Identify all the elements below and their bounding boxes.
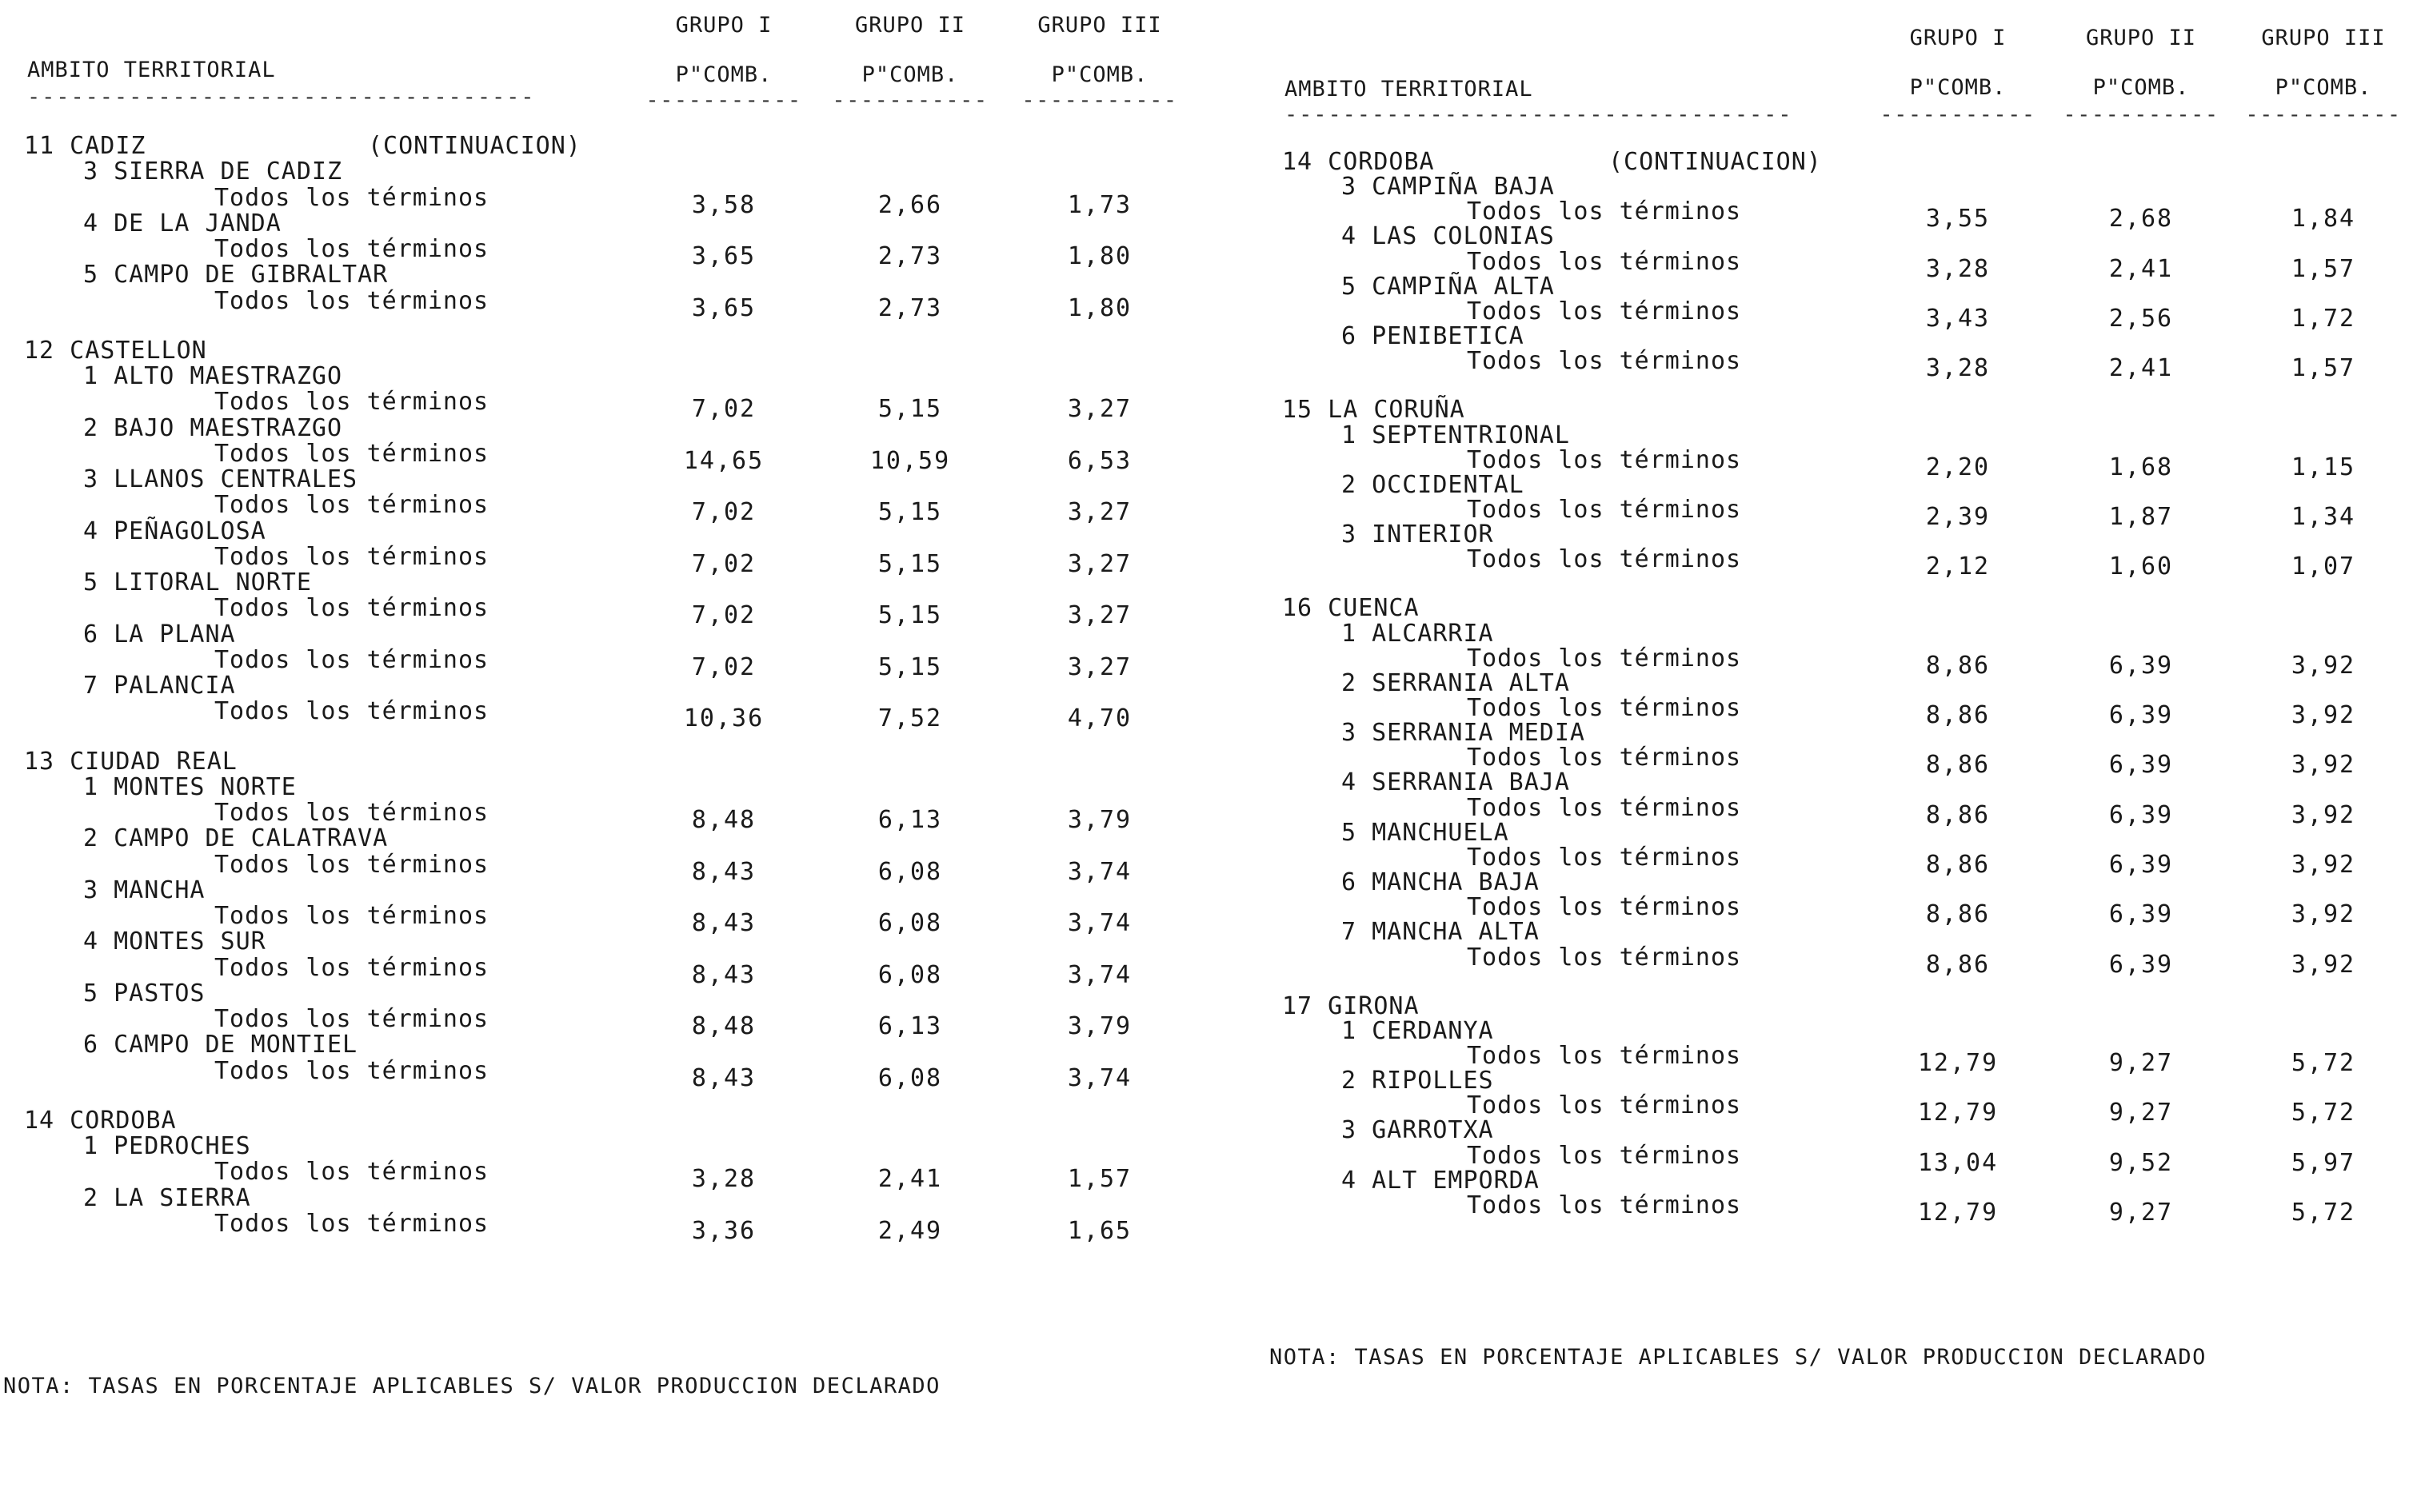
- ambito-underline: -----------------------------------: [27, 85, 536, 110]
- ambito-underline: -----------------------------------: [1284, 102, 1793, 127]
- rate-value: 10,36: [683, 704, 765, 733]
- term-label: Todos los términos: [1467, 793, 1742, 822]
- rate-value: 14,65: [683, 446, 765, 475]
- term-label: Todos los términos: [1467, 893, 1742, 922]
- rate-value: 2,73: [877, 293, 943, 322]
- term-label: Todos los términos: [1467, 1191, 1742, 1219]
- province-name: 14 CORDOBA: [24, 1106, 177, 1135]
- rate-value: 1,72: [2291, 304, 2356, 333]
- grupo-header: GRUPO II: [2085, 26, 2197, 50]
- rate-value: 5,15: [877, 395, 943, 424]
- term-label: Todos los términos: [214, 286, 489, 315]
- rate-value: 6,53: [1067, 446, 1133, 475]
- area-label: 3 SIERRA DE CADIZ: [83, 158, 343, 186]
- grupo-header: GRUPO III: [1037, 13, 1162, 38]
- province-name: 13 CIUDAD REAL: [24, 747, 238, 776]
- rate-value: 1,07: [2291, 553, 2356, 581]
- rate-value: 2,41: [2108, 354, 2174, 383]
- rate-value: 3,27: [1067, 498, 1133, 527]
- term-label: Todos los términos: [1467, 943, 1742, 971]
- term-label: Todos los términos: [1467, 495, 1742, 524]
- rate-value: 8,86: [1925, 701, 1991, 729]
- area-label: 5 CAMPO DE GIBRALTAR: [83, 261, 389, 289]
- term-label: Todos los términos: [214, 902, 489, 930]
- area-label: 2 SERRANIA ALTA: [1341, 668, 1570, 697]
- rate-value: 2,56: [2108, 304, 2174, 333]
- rate-value: 4,70: [1067, 704, 1133, 733]
- rate-value: 3,65: [691, 293, 757, 322]
- term-label: Todos los términos: [214, 799, 489, 827]
- nota-footnote: NOTA: TASAS EN PORCENTAJE APLICABLES S/ VALOR PRODUCCION DECLARADO: [3, 1374, 941, 1398]
- rate-value: 3,92: [2291, 651, 2356, 680]
- term-label: Todos los términos: [214, 388, 489, 417]
- rate-value: 1,15: [2291, 453, 2356, 481]
- rate-value: 3,28: [691, 1165, 757, 1194]
- pcomb-header: P"COMB.: [2275, 75, 2372, 100]
- area-label: 3 INTERIOR: [1341, 521, 1494, 549]
- area-label: 1 CERDANYA: [1341, 1016, 1494, 1045]
- rate-value: 3,74: [1067, 909, 1133, 937]
- rate-value: 6,08: [877, 857, 943, 886]
- area-label: 2 BAJO MAESTRAZGO: [83, 413, 343, 442]
- area-label: 6 LA PLANA: [83, 620, 236, 648]
- rate-value: 8,86: [1925, 651, 1991, 680]
- rate-value: 1,80: [1067, 293, 1133, 322]
- pcomb-underline: -----------: [1021, 88, 1178, 113]
- continuation-note: (CONTINUACION): [368, 132, 581, 160]
- rate-value: 12,79: [1917, 1099, 1999, 1127]
- province-name: 16 CUENCA: [1282, 594, 1420, 623]
- rate-value: 1,57: [2291, 254, 2356, 283]
- rate-value: 7,52: [877, 704, 943, 733]
- ambito-territorial-header: AMBITO TERRITORIAL: [1284, 77, 1533, 102]
- pcomb-underline: -----------: [2245, 102, 2402, 127]
- rate-value: 3,27: [1067, 652, 1133, 681]
- rate-value: 3,92: [2291, 800, 2356, 829]
- rate-value: 7,02: [691, 652, 757, 681]
- rate-value: 1,73: [1067, 190, 1133, 219]
- grupo-header: GRUPO III: [2261, 26, 2386, 50]
- area-label: 6 MANCHA BAJA: [1341, 868, 1540, 897]
- term-label: Todos los términos: [214, 850, 489, 879]
- grupo-header: GRUPO II: [854, 13, 966, 38]
- pcomb-header: P"COMB.: [861, 62, 959, 87]
- pcomb-header: P"COMB.: [675, 62, 773, 87]
- rate-value: 9,27: [2108, 1099, 2174, 1127]
- left-table-panel: [0, 0, 1208, 1512]
- area-label: 4 LAS COLONIAS: [1341, 222, 1555, 251]
- term-label: Todos los términos: [214, 1005, 489, 1033]
- rate-value: 3,74: [1067, 1063, 1133, 1092]
- area-label: 3 SERRANIA MEDIA: [1341, 719, 1585, 748]
- rate-value: 2,20: [1925, 453, 1991, 481]
- rate-value: 5,72: [2291, 1099, 2356, 1127]
- term-label: Todos los términos: [214, 491, 489, 520]
- rate-value: 6,39: [2108, 651, 2174, 680]
- term-label: Todos los términos: [1467, 545, 1742, 574]
- rate-value: 1,65: [1067, 1216, 1133, 1245]
- area-label: 6 PENIBETICA: [1341, 322, 1524, 351]
- rate-value: 6,39: [2108, 900, 2174, 929]
- rate-value: 7,02: [691, 395, 757, 424]
- rate-value: 3,74: [1067, 857, 1133, 886]
- pcomb-header: P"COMB.: [1909, 75, 2007, 100]
- rate-value: 3,43: [1925, 304, 1991, 333]
- rate-value: 2,49: [877, 1216, 943, 1245]
- rate-value: 5,15: [877, 498, 943, 527]
- area-label: 3 MANCHA: [83, 876, 206, 904]
- rate-value: 9,27: [2108, 1048, 2174, 1077]
- term-label: Todos los términos: [1467, 694, 1742, 722]
- area-label: 7 PALANCIA: [83, 672, 236, 700]
- rate-value: 2,68: [2108, 205, 2174, 233]
- rate-value: 6,08: [877, 909, 943, 937]
- rate-value: 3,28: [1925, 254, 1991, 283]
- area-label: 3 GARROTXA: [1341, 1116, 1494, 1145]
- province-name: 17 GIRONA: [1282, 991, 1420, 1020]
- rate-value: 2,12: [1925, 553, 1991, 581]
- area-label: 5 LITORAL NORTE: [83, 568, 312, 596]
- rate-value: 6,39: [2108, 701, 2174, 729]
- area-label: 2 OCCIDENTAL: [1341, 470, 1524, 499]
- rate-value: 3,36: [691, 1216, 757, 1245]
- area-label: 5 PASTOS: [83, 979, 206, 1007]
- area-label: 2 LA SIERRA: [83, 1183, 251, 1212]
- term-label: Todos los términos: [214, 1056, 489, 1085]
- area-label: 3 CAMPIÑA BAJA: [1341, 173, 1555, 201]
- rate-value: 8,48: [691, 1012, 757, 1040]
- rate-value: 3,74: [1067, 960, 1133, 989]
- term-label: Todos los términos: [214, 183, 489, 212]
- pcomb-underline: -----------: [1880, 102, 2036, 127]
- continuation-note: (CONTINUACION): [1608, 148, 1822, 176]
- rate-value: 8,43: [691, 909, 757, 937]
- term-label: Todos los términos: [1467, 1041, 1742, 1070]
- rate-value: 3,27: [1067, 395, 1133, 424]
- area-label: 1 ALTO MAESTRAZGO: [83, 362, 343, 390]
- rate-value: 3,55: [1925, 205, 1991, 233]
- rate-value: 13,04: [1917, 1148, 1999, 1177]
- rate-value: 1,68: [2108, 453, 2174, 481]
- right-table-panel: [1208, 0, 2417, 1512]
- area-label: 4 MONTES SUR: [83, 928, 266, 956]
- rate-value: 3,58: [691, 190, 757, 219]
- rate-value: 1,57: [2291, 354, 2356, 383]
- rate-value: 6,39: [2108, 950, 2174, 979]
- rate-value: 7,02: [691, 601, 757, 630]
- rate-value: 1,57: [1067, 1165, 1133, 1194]
- rate-value: 8,48: [691, 806, 757, 834]
- term-label: Todos los términos: [214, 1209, 489, 1238]
- area-label: 4 ALT EMPORDA: [1341, 1166, 1540, 1195]
- pcomb-underline: -----------: [2063, 102, 2219, 127]
- rate-value: 8,86: [1925, 950, 1991, 979]
- area-label: 4 SERRANIA BAJA: [1341, 768, 1570, 797]
- rate-value: 5,97: [2291, 1148, 2356, 1177]
- rate-value: 6,13: [877, 806, 943, 834]
- rate-value: 2,66: [877, 190, 943, 219]
- area-label: 5 MANCHUELA: [1341, 818, 1509, 847]
- term-label: Todos los términos: [1467, 197, 1742, 226]
- area-label: 7 MANCHA ALTA: [1341, 918, 1540, 947]
- pcomb-underline: -----------: [645, 88, 802, 113]
- rate-value: 1,80: [1067, 242, 1133, 270]
- pcomb-header: P"COMB.: [1051, 62, 1149, 87]
- rate-value: 3,27: [1067, 601, 1133, 630]
- rate-value: 5,15: [877, 549, 943, 578]
- term-label: Todos los términos: [214, 439, 489, 468]
- grupo-header: GRUPO I: [1909, 26, 2007, 50]
- rate-value: 8,86: [1925, 800, 1991, 829]
- rate-value: 3,28: [1925, 354, 1991, 383]
- area-label: 1 SEPTENTRIONAL: [1341, 421, 1570, 449]
- rate-value: 7,02: [691, 498, 757, 527]
- area-label: 2 RIPOLLES: [1341, 1067, 1494, 1095]
- term-label: Todos los términos: [1467, 1141, 1742, 1170]
- area-label: 1 PEDROCHES: [83, 1132, 251, 1160]
- rate-value: 3,27: [1067, 549, 1133, 578]
- rate-value: 5,15: [877, 601, 943, 630]
- rate-value: 1,84: [2291, 205, 2356, 233]
- rate-value: 2,41: [2108, 254, 2174, 283]
- rate-value: 2,73: [877, 242, 943, 270]
- rate-value: 8,43: [691, 1063, 757, 1092]
- area-label: 1 MONTES NORTE: [83, 772, 297, 801]
- rate-value: 9,27: [2108, 1198, 2174, 1227]
- rate-value: 6,08: [877, 960, 943, 989]
- rate-value: 5,72: [2291, 1048, 2356, 1077]
- pcomb-header: P"COMB.: [2092, 75, 2190, 100]
- rate-value: 3,79: [1067, 806, 1133, 834]
- term-label: Todos los términos: [1467, 1091, 1742, 1120]
- rate-value: 8,43: [691, 857, 757, 886]
- term-label: Todos los términos: [1467, 347, 1742, 376]
- rate-value: 6,39: [2108, 850, 2174, 879]
- rate-value: 2,39: [1925, 502, 1991, 531]
- term-label: Todos los términos: [214, 645, 489, 674]
- rate-value: 3,79: [1067, 1012, 1133, 1040]
- province-name: 14 CORDOBA: [1282, 148, 1435, 176]
- rate-value: 3,92: [2291, 701, 2356, 729]
- rate-value: 6,39: [2108, 800, 2174, 829]
- term-label: Todos los términos: [214, 953, 489, 982]
- province-name: 11 CADIZ: [24, 132, 146, 160]
- rate-value: 1,60: [2108, 553, 2174, 581]
- pcomb-underline: -----------: [832, 88, 989, 113]
- term-label: Todos los términos: [214, 594, 489, 623]
- rate-value: 8,86: [1925, 900, 1991, 929]
- province-name: 12 CASTELLON: [24, 336, 207, 365]
- rate-value: 3,92: [2291, 900, 2356, 929]
- term-label: Todos los términos: [1467, 297, 1742, 325]
- rate-value: 3,65: [691, 242, 757, 270]
- term-label: Todos los términos: [214, 235, 489, 263]
- rate-value: 6,39: [2108, 751, 2174, 780]
- rate-value: 5,15: [877, 652, 943, 681]
- term-label: Todos los términos: [214, 1158, 489, 1187]
- term-label: Todos los términos: [1467, 644, 1742, 672]
- rate-value: 6,13: [877, 1012, 943, 1040]
- area-label: 4 DE LA JANDA: [83, 209, 282, 237]
- rate-value: 6,08: [877, 1063, 943, 1092]
- rate-value: 8,86: [1925, 850, 1991, 879]
- rate-value: 3,92: [2291, 850, 2356, 879]
- area-label: 6 CAMPO DE MONTIEL: [83, 1031, 358, 1059]
- grupo-header: GRUPO I: [675, 13, 773, 38]
- term-label: Todos los términos: [1467, 247, 1742, 276]
- nota-footnote: NOTA: TASAS EN PORCENTAJE APLICABLES S/ VALOR PRODUCCION DECLARADO: [1269, 1345, 2207, 1370]
- rate-value: 1,34: [2291, 502, 2356, 531]
- area-label: 4 PEÑAGOLOSA: [83, 517, 266, 545]
- rate-value: 2,41: [877, 1165, 943, 1194]
- area-label: 3 LLANOS CENTRALES: [83, 465, 358, 493]
- term-label: Todos los términos: [1467, 744, 1742, 772]
- rate-value: 8,86: [1925, 751, 1991, 780]
- area-label: 5 CAMPIÑA ALTA: [1341, 272, 1555, 301]
- area-label: 2 CAMPO DE CALATRAVA: [83, 824, 389, 853]
- province-name: 15 LA CORUÑA: [1282, 396, 1465, 425]
- rate-value: 8,43: [691, 960, 757, 989]
- rate-value: 10,59: [869, 446, 951, 475]
- rate-value: 3,92: [2291, 751, 2356, 780]
- rate-value: 3,92: [2291, 950, 2356, 979]
- ambito-territorial-header: AMBITO TERRITORIAL: [27, 58, 276, 82]
- term-label: Todos los términos: [214, 542, 489, 571]
- rate-value: 1,87: [2108, 502, 2174, 531]
- term-label: Todos los términos: [1467, 843, 1742, 872]
- term-label: Todos los términos: [1467, 445, 1742, 474]
- term-label: Todos los términos: [214, 697, 489, 726]
- area-label: 1 ALCARRIA: [1341, 619, 1494, 648]
- rate-value: 12,79: [1917, 1198, 1999, 1227]
- rate-value: 9,52: [2108, 1148, 2174, 1177]
- rate-value: 7,02: [691, 549, 757, 578]
- rate-value: 12,79: [1917, 1048, 1999, 1077]
- rate-value: 5,72: [2291, 1198, 2356, 1227]
